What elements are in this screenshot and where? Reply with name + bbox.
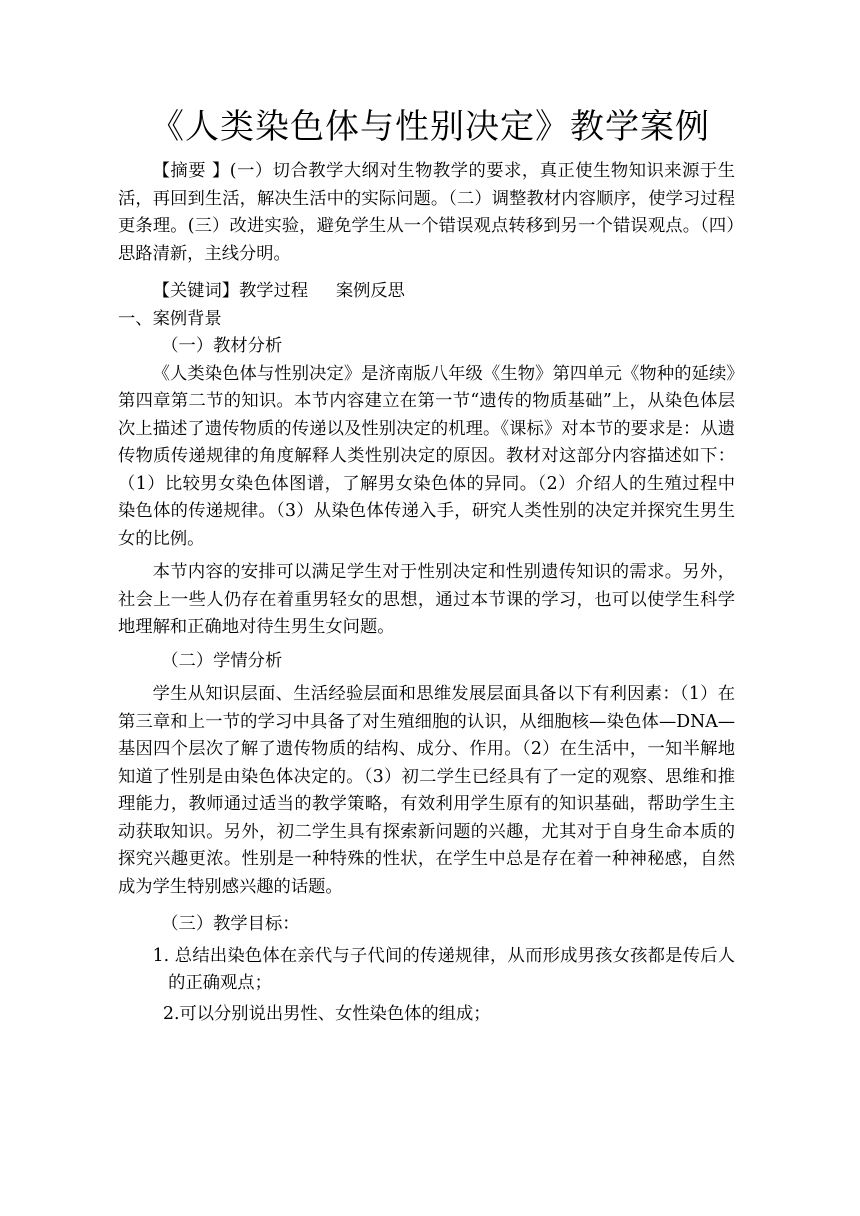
document-title: 《人类染色体与性别决定》教学案例 (150, 107, 710, 147)
keyword-2: 案例反思 (335, 281, 405, 301)
keyword-1: 教学过程 (239, 281, 309, 301)
section-1-heading: 一、案例背景 (118, 308, 222, 329)
keywords-line (118, 278, 735, 306)
objective-2: 2.可以分别说出男性、女性染色体的组成； (162, 1003, 491, 1024)
subsection-2-heading: （二）学情分析 (161, 650, 283, 671)
textbook-analysis-paragraph-1: 《人类染色体与性别决定》是济南版八年级《生物》第四单元《物种的延续》第四章第二节的知识。本节内容建立在第一节“遗传的物质基础”上，从染色体层次上描述了遗传物质的传递以及性别决定的机理。《课标》对本节的要求是：从遗传物质传递规律的角度解释人类性别决定的原因。教材对这部分内容描述如下：（1）比较男女染色体图谱，了解男女染色体的异同。（2）介绍人的生殖过程中染色体的传递规律。（3）从染色体传递入手，研究人类性别的决定并探究生男生女的比例。 (118, 363, 735, 549)
subsection-3-heading: （三）教学目标： (161, 914, 300, 934)
textbook-analysis-paragraph-2: 本节内容的安排可以满足学生对于性别决定和性别遗传知识的需求。另外，社会上一些人仍存在着重男轻女的思想，通过本节课的学习，也可以使学生科学地理解和正确地对待生男生女问题。 (118, 562, 735, 637)
abstract-paragraph: 【摘要 】(一）切合教学大纲对生物教学的要求，真正使生物知识来源于生活，再回到生活，解决生活中的实际问题。（二）调整教材内容顺序，使学习过程更条理。(三）改进实验，避免学生从一个错误观点转移到另一个错误观点。（四）思路清新，主线分明。 (118, 161, 735, 264)
subsection-1-heading: （一）教材分析 (161, 336, 283, 356)
learner-analysis-paragraph: 学生从知识层面、生活经验层面和思维发展层面具备以下有利因素：（1）在第三章和上一节的学习中具备了对生殖细胞的认识，从细胞核—染色体—DNA—基因四个层次了解了遗传物质的结构、成分、作用。（2）在生活中，一知半解地知道了性别是由染色体决定的。（3）初二学生已经具有了一定的观察、思维和推理能力，教师通过适当的教学策略，有效利用学生原有的知识基础，帮助学生主动获取知识。另外，初二学生具有探索新问题的兴趣，尤其对于自身生命本质的探究兴趣更浓。性别是一种特殊的性状，在学生中总是存在着一种神秘感，自然成为学生特别感兴趣的话题。 (118, 684, 735, 897)
document-body (118, 158, 735, 1028)
objective-1: 1. 总结出染色体在亲代与子代间的传递规律，从而形成男孩女孩都是传后人的正确观点； (152, 945, 735, 993)
keywords-label: 【关键词】 (152, 281, 240, 301)
